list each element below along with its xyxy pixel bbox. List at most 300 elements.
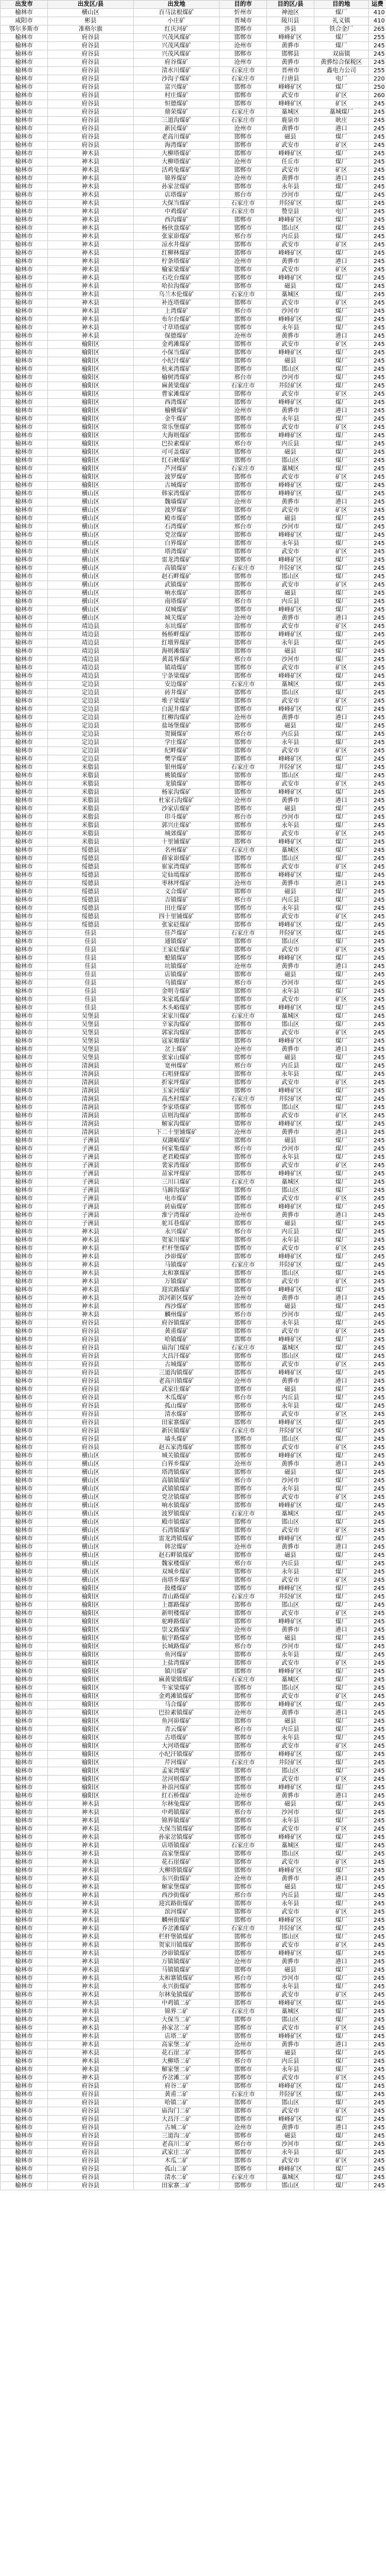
dest-place-cell: 煤厂 <box>314 191 369 200</box>
dest-district-cell: 内丘县 <box>267 1892 314 1900</box>
dest-district-cell: 邯山区 <box>267 1601 314 1610</box>
table-row <box>1 1436 386 1444</box>
freight-cell: 245 <box>369 498 386 507</box>
origin-district-cell: 横山区 <box>48 1577 134 1585</box>
dest-place-cell: 煤厂 <box>314 1228 369 1236</box>
dest-city-cell: 邯郸市 <box>220 2000 267 2008</box>
origin-district-cell: 府谷县 <box>48 1336 134 1344</box>
dest-place-cell: 煤厂 <box>314 357 369 366</box>
dest-district-cell: 内丘县 <box>267 1228 314 1236</box>
dest-district-cell: 武安市 <box>267 1776 314 1784</box>
dest-district-cell: 邯山区 <box>267 1436 314 1444</box>
origin-district-cell: 神木县 <box>48 1975 134 1983</box>
dest-city-cell: 邯郸市 <box>220 1618 267 1626</box>
table-row <box>1 1800 386 1809</box>
origin-city-cell: 榆林市 <box>1 1834 48 1842</box>
dest-district-cell: 峰峰矿区 <box>267 1286 314 1295</box>
dest-place-cell: 矿区 <box>314 1908 369 1917</box>
table-row <box>1 1825 386 1834</box>
origin-district-cell: 神木县 <box>48 2024 134 2033</box>
table-row <box>1 2132 386 2141</box>
dest-place-cell: 煤厂 <box>314 1054 369 1062</box>
freight-cell: 245 <box>369 1651 386 1659</box>
dest-city-cell: 邢台市 <box>220 656 267 664</box>
table-row <box>1 540 386 548</box>
freight-cell: 245 <box>369 1120 386 1129</box>
origin-district-cell: 绥德县 <box>48 855 134 863</box>
origin-city-cell: 榆林市 <box>1 2099 48 2107</box>
table-body <box>1 9 386 2190</box>
origin-city-cell: 榆林市 <box>1 100 48 108</box>
origin-city-cell: 榆林市 <box>1 1502 48 1510</box>
table-row <box>1 648 386 656</box>
dest-city-cell: 邯郸市 <box>220 2033 267 2041</box>
dest-place-cell: 煤厂 <box>314 523 369 531</box>
dest-place-cell: 煤厂 <box>314 606 369 614</box>
dest-place-cell: 煤厂 <box>314 739 369 747</box>
origin-place-cell: 芦河煤矿 <box>134 465 220 473</box>
dest-city-cell: 邯郸市 <box>220 1029 267 1037</box>
dest-place-cell: 礼义镇 <box>314 17 369 25</box>
table-row <box>1 1809 386 1817</box>
dest-city-cell: 邯郸市 <box>220 1502 267 1510</box>
dest-place-cell: 煤厂 <box>314 1419 369 1427</box>
dest-city-cell: 石家庄市 <box>220 1759 267 1767</box>
dest-place-cell: 煤厂 <box>314 2091 369 2099</box>
origin-city-cell: 榆林市 <box>1 1668 48 1676</box>
origin-city-cell: 榆林市 <box>1 2141 48 2149</box>
origin-district-cell: 米脂县 <box>48 805 134 813</box>
origin-city-cell: 榆林市 <box>1 888 48 896</box>
dest-district-cell: 沙河市 <box>267 656 314 664</box>
origin-city-cell: 榆林市 <box>1 349 48 357</box>
origin-city-cell: 榆林市 <box>1 971 48 979</box>
dest-place-cell: 港口 <box>314 1212 369 1220</box>
dest-district-cell: 永年县 <box>267 1568 314 1577</box>
dest-city-cell: 邯郸市 <box>220 996 267 1004</box>
table-row <box>1 473 386 482</box>
dest-place-cell: 煤厂 <box>314 1062 369 1071</box>
dest-city-cell: 邯郸市 <box>220 1286 267 1295</box>
origin-district-cell: 靖边县 <box>48 623 134 631</box>
table-row <box>1 1469 386 1477</box>
dest-district-cell: 黄骅市 <box>267 2041 314 2049</box>
freight-cell: 245 <box>369 1129 386 1137</box>
origin-district-cell: 榆阳区 <box>48 1759 134 1767</box>
origin-district-cell: 神木县 <box>48 1933 134 1941</box>
origin-place-cell: 响水镇煤矿 <box>134 1502 220 1510</box>
dest-district-cell: 邯山区 <box>267 772 314 780</box>
dest-district-cell: 黄骅市 <box>267 498 314 507</box>
dest-district-cell: 井陉矿区 <box>267 200 314 208</box>
dest-city-cell: 邯郸市 <box>220 1883 267 1892</box>
dest-district-cell: 内丘县 <box>267 730 314 739</box>
freight-cell: 410 <box>369 17 386 25</box>
dest-place-cell: 煤厂 <box>314 681 369 689</box>
dest-place-cell: 煤厂 <box>314 1585 369 1593</box>
dest-district-cell: 峰峰矿区 <box>267 631 314 639</box>
origin-district-cell: 横山区 <box>48 1518 134 1527</box>
origin-city-cell: 榆林市 <box>1 1684 48 1693</box>
origin-place-cell: 镇靖煤矿 <box>134 664 220 672</box>
freight-cell: 245 <box>369 324 386 332</box>
origin-place-cell: 田庄煤矿 <box>134 905 220 913</box>
freight-cell: 245 <box>369 581 386 589</box>
origin-place-cell: 三道沟煤矿 <box>134 117 220 125</box>
table-row <box>1 589 386 598</box>
dest-place-cell: 煤厂 <box>314 1925 369 1933</box>
origin-district-cell: 横山区 <box>48 1502 134 1510</box>
freight-cell: 245 <box>369 1162 386 1170</box>
dest-district-cell: 邯山区 <box>267 457 314 465</box>
dest-place-cell: 矿区 <box>314 473 369 482</box>
origin-place-cell: 淮宁湾煤矿 <box>134 1212 220 1220</box>
origin-city-cell: 榆林市 <box>1 457 48 465</box>
origin-place-cell: 滨河煤矿 <box>134 1908 220 1917</box>
dest-city-cell: 石家庄市 <box>220 1593 267 1601</box>
origin-city-cell: 榆林市 <box>1 1941 48 1950</box>
dest-city-cell: 邯郸市 <box>220 2149 267 2157</box>
origin-city-cell: 榆林市 <box>1 1867 48 1875</box>
table-row <box>1 50 386 59</box>
origin-district-cell: 横山区 <box>48 565 134 573</box>
dest-district-cell: 峰峰矿区 <box>267 482 314 490</box>
dest-place-cell: 矿区 <box>314 830 369 838</box>
freight-cell: 245 <box>369 366 386 374</box>
freight-cell: 245 <box>369 872 386 880</box>
dest-place-cell: 矿区 <box>314 1776 369 1784</box>
dest-place-cell: 煤厂 <box>314 2132 369 2141</box>
origin-city-cell: 榆林市 <box>1 1353 48 1361</box>
origin-district-cell: 神木县 <box>48 2049 134 2058</box>
dest-district-cell: 黄骅市 <box>267 175 314 183</box>
origin-district-cell: 神木县 <box>48 241 134 249</box>
origin-place-cell: 墙头煤矿 <box>134 1436 220 1444</box>
dest-district-cell: 磁县 <box>267 133 314 142</box>
table-row <box>1 390 386 399</box>
origin-city-cell: 榆林市 <box>1 175 48 183</box>
table-row <box>1 1095 386 1104</box>
origin-place-cell: 活鸡兔煤矿 <box>134 166 220 175</box>
dest-district-cell: 峰峰矿区 <box>267 1170 314 1178</box>
dest-place-cell: 煤厂 <box>314 432 369 440</box>
origin-place-cell: 孟家湾煤矿 <box>134 1767 220 1776</box>
origin-city-cell: 榆林市 <box>1 490 48 498</box>
table-row <box>1 1834 386 1842</box>
table-row <box>1 1419 386 1427</box>
origin-city-cell: 榆林市 <box>1 755 48 764</box>
freight-cell: 245 <box>369 1543 386 1552</box>
dest-district-cell: 黄骅市 <box>267 2124 314 2132</box>
freight-cell: 245 <box>369 556 386 565</box>
origin-place-cell: 党岔镇煤矿 <box>134 1494 220 1502</box>
origin-district-cell: 神木县 <box>48 2016 134 2024</box>
dest-place-cell: 煤厂 <box>314 2058 369 2066</box>
table-row <box>1 366 386 374</box>
dest-place-cell: 煤厂 <box>314 349 369 357</box>
dest-place-cell: 煤厂 <box>314 1120 369 1129</box>
table-row <box>1 183 386 191</box>
table-row <box>1 75 386 84</box>
freight-cell: 245 <box>369 1054 386 1062</box>
freight-cell: 245 <box>369 1759 386 1767</box>
origin-district-cell: 榆阳区 <box>48 1726 134 1734</box>
origin-district-cell: 吴堡县 <box>48 1037 134 1046</box>
origin-district-cell: 神木县 <box>48 208 134 216</box>
origin-place-cell: 航宇路煤矿 <box>134 1635 220 1643</box>
origin-place-cell: 大柳塔煤矿 <box>134 158 220 166</box>
dest-city-cell: 沧州市 <box>220 42 267 50</box>
dest-city-cell: 邯郸市 <box>220 92 267 100</box>
origin-place-cell: 尔林兔煤矿 <box>134 1800 220 1809</box>
origin-city-cell: 榆林市 <box>1 1593 48 1601</box>
col-dest-district: 目的区/县 <box>267 1 314 9</box>
origin-place-cell: 孙家岔煤矿 <box>134 183 220 191</box>
origin-place-cell: 店塔煤矿 <box>134 191 220 200</box>
table-row <box>1 2124 386 2132</box>
origin-district-cell: 府谷县 <box>48 59 134 67</box>
origin-city-cell: 榆林市 <box>1 1278 48 1286</box>
dest-district-cell: 磁县 <box>267 1966 314 1975</box>
dest-district-cell: 沙河市 <box>267 1809 314 1817</box>
freight-cell: 245 <box>369 1087 386 1095</box>
dest-city-cell: 邯郸市 <box>220 739 267 747</box>
dest-district-cell: 邯山区 <box>267 1850 314 1859</box>
origin-city-cell: 榆林市 <box>1 565 48 573</box>
origin-place-cell: 义合煤矿 <box>134 888 220 896</box>
origin-district-cell: 子洲县 <box>48 1154 134 1162</box>
dest-district-cell: 磁县 <box>267 805 314 813</box>
table-row <box>1 225 386 233</box>
dest-city-cell: 邯郸市 <box>220 1552 267 1560</box>
dest-place-cell: 煤厂 <box>314 1975 369 1983</box>
freight-cell: 245 <box>369 689 386 697</box>
freight-cell: 245 <box>369 847 386 855</box>
freight-cell: 245 <box>369 1917 386 1925</box>
freight-cell: 245 <box>369 772 386 780</box>
origin-district-cell: 定边县 <box>48 714 134 722</box>
origin-place-cell: 三川口煤矿 <box>134 1178 220 1187</box>
origin-district-cell: 神木县 <box>48 249 134 258</box>
dest-place-cell: 煤厂 <box>314 1850 369 1859</box>
origin-district-cell: 榆阳区 <box>48 1792 134 1800</box>
table-row <box>1 1236 386 1245</box>
origin-place-cell: 东兴街煤矿 <box>134 1875 220 1883</box>
origin-city-cell: 榆林市 <box>1 1991 48 2000</box>
dest-district-cell: 峰峰矿区 <box>267 1253 314 1261</box>
freight-cell: 245 <box>369 913 386 921</box>
origin-district-cell: 子洲县 <box>48 1220 134 1228</box>
table-row <box>1 2099 386 2107</box>
origin-district-cell: 神木县 <box>48 1958 134 1966</box>
dest-city-cell: 邯郸市 <box>220 1444 267 1452</box>
dest-district-cell: 磁县 <box>267 888 314 896</box>
table-row <box>1 283 386 291</box>
table-row <box>1 1353 386 1361</box>
origin-place-cell: 常乐堡煤矿 <box>134 424 220 432</box>
freight-cell: 245 <box>369 1883 386 1892</box>
dest-district-cell: 武安市 <box>267 2074 314 2082</box>
origin-place-cell: 店塔镇煤矿 <box>134 1842 220 1850</box>
origin-place-cell: 乔岔滩煤矿 <box>134 1925 220 1933</box>
dest-city-cell: 沧州市 <box>220 1709 267 1718</box>
freight-cell: 245 <box>369 1618 386 1626</box>
dest-city-cell: 邯郸市 <box>220 448 267 457</box>
origin-place-cell: 金鸡滩煤矿 <box>134 341 220 349</box>
origin-district-cell: 横山区 <box>48 1452 134 1460</box>
dest-place-cell: 矿区 <box>314 1577 369 1585</box>
dest-city-cell: 沧州市 <box>220 125 267 133</box>
origin-district-cell: 清涧县 <box>48 1104 134 1112</box>
origin-place-cell: 双城乡煤矿 <box>134 1568 220 1577</box>
origin-district-cell: 府谷县 <box>48 1402 134 1411</box>
origin-place-cell: 田家寨煤矿 <box>134 1419 220 1427</box>
dest-district-cell: 邯山区 <box>267 938 314 946</box>
freight-cell: 245 <box>369 805 386 813</box>
dest-place-cell: 电厂 <box>314 208 369 216</box>
dest-district-cell: 永年县 <box>267 1071 314 1079</box>
freight-cell: 245 <box>369 1908 386 1917</box>
origin-district-cell: 府谷县 <box>48 142 134 150</box>
dest-district-cell: 武安市 <box>267 1328 314 1336</box>
origin-city-cell: 榆林市 <box>1 1925 48 1933</box>
dest-city-cell: 邯郸市 <box>220 457 267 465</box>
dest-district-cell: 峰峰矿区 <box>267 100 314 108</box>
dest-place-cell: 矿区 <box>314 1029 369 1037</box>
freight-cell: 245 <box>369 1925 386 1933</box>
dest-place-cell: 煤厂 <box>314 2116 369 2124</box>
dest-city-cell: 邯郸市 <box>220 1983 267 1991</box>
table-row <box>1 556 386 565</box>
table-row <box>1 2141 386 2149</box>
dest-district-cell: 邯山区 <box>267 1684 314 1693</box>
origin-place-cell: 花石崖煤矿 <box>134 1859 220 1867</box>
origin-city-cell: 榆林市 <box>1 1983 48 1991</box>
dest-place-cell: 煤厂 <box>314 399 369 407</box>
origin-city-cell: 榆林市 <box>1 225 48 233</box>
dest-city-cell: 邯郸市 <box>220 390 267 399</box>
origin-city-cell: 榆林市 <box>1 672 48 681</box>
origin-place-cell: 尔林兔镇煤矿 <box>134 1991 220 2000</box>
origin-place-cell: 哈镇二矿 <box>134 2099 220 2107</box>
origin-city-cell: 榆林市 <box>1 117 48 125</box>
table-row <box>1 1344 386 1353</box>
origin-district-cell: 府谷县 <box>48 2174 134 2182</box>
origin-district-cell: 横山区 <box>48 598 134 606</box>
origin-place-cell: 沙沟子煤矿 <box>134 75 220 84</box>
dest-place-cell: 煤厂 <box>314 1618 369 1626</box>
origin-city-cell: 榆林市 <box>1 1170 48 1178</box>
freight-cell: 245 <box>369 1145 386 1154</box>
table-row <box>1 332 386 341</box>
origin-district-cell: 榆阳区 <box>48 349 134 357</box>
table-row <box>1 1908 386 1917</box>
origin-city-cell: 榆林市 <box>1 133 48 142</box>
dest-city-cell: 邯郸市 <box>220 1684 267 1693</box>
dest-place-cell: 煤厂 <box>314 1427 369 1436</box>
freight-cell: 245 <box>369 614 386 623</box>
origin-district-cell: 佳县 <box>48 1004 134 1013</box>
origin-place-cell: 岔上煤矿 <box>134 1046 220 1054</box>
dest-place-cell: 黄骅综合保税区 <box>314 59 369 67</box>
freight-cell: 245 <box>369 1336 386 1344</box>
origin-district-cell: 横山区 <box>48 523 134 531</box>
freight-cell: 245 <box>369 855 386 863</box>
origin-place-cell: 城关镇煤矿 <box>134 1452 220 1460</box>
origin-district-cell: 榆阳区 <box>48 457 134 465</box>
dest-district-cell: 峰峰矿区 <box>267 1784 314 1792</box>
dest-district-cell: 藁城区 <box>267 291 314 299</box>
dest-district-cell: 峰峰矿区 <box>267 2033 314 2041</box>
table-row <box>1 1004 386 1013</box>
freight-cell: 245 <box>369 1817 386 1825</box>
origin-city-cell: 榆林市 <box>1 1328 48 1336</box>
dest-district-cell: 永年县 <box>267 1402 314 1411</box>
origin-district-cell: 横山区 <box>48 606 134 614</box>
dest-place-cell: 港口 <box>314 614 369 623</box>
dest-place-cell: 煤厂 <box>314 1087 369 1095</box>
table-row <box>1 1950 386 1958</box>
dest-city-cell: 沧州市 <box>220 880 267 888</box>
dest-city-cell: 邯郸市 <box>220 2049 267 2058</box>
origin-district-cell: 神木县 <box>48 283 134 291</box>
table-row <box>1 2074 386 2082</box>
freight-cell: 245 <box>369 730 386 739</box>
dest-place-cell: 矿区 <box>314 780 369 789</box>
dest-place-cell: 煤厂 <box>314 905 369 913</box>
origin-place-cell: 黄甫煤矿 <box>134 1328 220 1336</box>
origin-district-cell: 神木县 <box>48 1253 134 1261</box>
dest-place-cell: 煤厂 <box>314 847 369 855</box>
dest-place-cell: 煤厂 <box>314 764 369 772</box>
origin-place-cell: 马镇镇煤矿 <box>134 1966 220 1975</box>
dest-city-cell: 邯郸市 <box>220 1319 267 1328</box>
dest-city-cell: 邯郸市 <box>220 1585 267 1593</box>
dest-city-cell: 邯郸市 <box>220 515 267 523</box>
dest-district-cell: 邯山区 <box>267 2182 314 2190</box>
origin-city-cell: 榆林市 <box>1 316 48 324</box>
table-row <box>1 448 386 457</box>
table-row <box>1 84 386 92</box>
dest-place-cell: 煤厂 <box>314 1220 369 1228</box>
origin-place-cell: 乌兰木伦煤矿 <box>134 291 220 299</box>
dest-city-cell: 石家庄市 <box>220 1013 267 1021</box>
origin-city-cell: 榆林市 <box>1 1560 48 1568</box>
origin-city-cell: 榆林市 <box>1 283 48 291</box>
dest-place-cell: 煤厂 <box>314 598 369 606</box>
origin-city-cell: 榆林市 <box>1 233 48 241</box>
dest-city-cell: 邯郸市 <box>220 1361 267 1369</box>
table-row <box>1 2149 386 2157</box>
table-row <box>1 706 386 714</box>
table-row <box>1 2066 386 2074</box>
origin-district-cell: 府谷县 <box>48 2132 134 2141</box>
origin-district-cell: 府谷县 <box>48 34 134 42</box>
freight-cell: 245 <box>369 457 386 465</box>
origin-place-cell: 红柳沟煤矿 <box>134 714 220 722</box>
origin-district-cell: 府谷县 <box>48 1319 134 1328</box>
dest-place-cell: 港口 <box>314 125 369 133</box>
dest-city-cell: 邯郸市 <box>220 1469 267 1477</box>
freight-cell: 245 <box>369 59 386 67</box>
freight-cell: 245 <box>369 216 386 225</box>
origin-district-cell: 神木县 <box>48 274 134 283</box>
dest-city-cell: 忻州市 <box>220 9 267 17</box>
dest-district-cell: 沙河市 <box>267 2141 314 2149</box>
freight-cell: 245 <box>369 299 386 307</box>
dest-city-cell: 邯郸市 <box>220 706 267 714</box>
dest-district-cell: 峰峰矿区 <box>267 1120 314 1129</box>
